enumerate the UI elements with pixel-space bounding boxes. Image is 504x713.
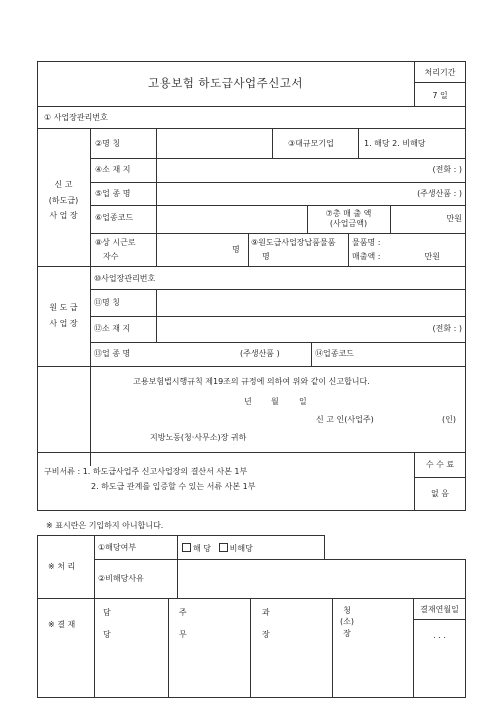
rule — [90, 233, 466, 234]
rule — [311, 342, 312, 367]
fee-label: 수 수 료 — [425, 460, 455, 469]
reason-label: ②비해당사유 — [98, 574, 144, 583]
rule — [90, 205, 466, 206]
approval-col3-a: 과 — [262, 608, 270, 617]
workers-unit: 명 — [232, 245, 240, 254]
approval-col1-b: 당 — [103, 630, 111, 639]
not-applicable-checkbox[interactable] — [219, 543, 228, 552]
phone-field[interactable]: (전화 : ) — [432, 165, 462, 174]
applicable-yes: 해 당 — [193, 544, 211, 553]
rule — [37, 61, 466, 62]
name-label: ②명 칭 — [95, 139, 121, 148]
processing-period-label: 처리기간 — [424, 68, 456, 77]
address-label: ④소 재 지 — [95, 165, 131, 174]
industry-name-label: ⑤업 종 명 — [95, 189, 131, 198]
reporter-group-1: 신 고 — [54, 180, 73, 189]
rule — [324, 535, 325, 560]
applicable-options — [182, 543, 253, 554]
seal-mark[interactable]: (인) — [442, 415, 456, 424]
declaration-text: 고용보험법시행규칙 제19조의 규정에 의하여 위와 같이 신고합니다. — [133, 377, 370, 386]
rule — [156, 128, 157, 266]
prime-address-label: ⑫소 재 지 — [94, 324, 131, 333]
reporter-sign: 신 고 인(사업주) — [316, 415, 374, 424]
approval-date-label: 결재연월일 — [420, 605, 459, 614]
rule — [37, 697, 466, 698]
prime-group-1: 원 도 급 — [49, 303, 78, 312]
prime-code-label: ⑭업종코드 — [315, 349, 354, 358]
rule — [414, 82, 466, 83]
prime-phone-field[interactable]: (전화 : ) — [432, 324, 462, 333]
rule — [358, 128, 359, 159]
applicable-label: ①해당여부 — [98, 543, 137, 552]
form-title: 고용보험 하도급사업주신고서 — [147, 76, 304, 90]
rule — [90, 316, 466, 317]
rule — [168, 598, 169, 698]
workers-label-2: 자수 — [103, 252, 119, 261]
rule — [37, 510, 466, 511]
rule — [90, 342, 466, 343]
reporter-group-3: 사 업 장 — [49, 211, 78, 220]
rule — [250, 598, 251, 698]
supply-label-2: 명 — [262, 252, 270, 261]
rule — [272, 128, 273, 159]
approval-col4-b: (소) — [340, 617, 354, 626]
rule — [177, 535, 178, 599]
required-docs-2: 2. 하도급 관계를 입증할 수 있는 서류 사본 1부 — [91, 482, 256, 491]
supply-label-1: ⑨원도급사업장납품물품 — [251, 238, 336, 247]
rule — [348, 233, 349, 267]
prime-industry-label: ⑬업 종 명 — [94, 349, 131, 358]
rule — [90, 182, 466, 183]
approval-col3-b: 장 — [262, 630, 270, 639]
large-company-label: ③대규모기업 — [288, 139, 334, 148]
approval-col4-a: 청 — [343, 606, 351, 615]
supply-item[interactable]: 물품명 : — [352, 238, 381, 247]
approval-col1-a: 담 — [103, 608, 111, 617]
applicable-no: 비해당 — [229, 544, 253, 553]
rule — [37, 266, 466, 267]
approval-col2-a: 주 — [179, 608, 187, 617]
date-day[interactable]: 일 — [299, 397, 307, 406]
rule — [90, 128, 91, 466]
prime-product-field[interactable]: (주생산품 ) — [240, 349, 280, 358]
rule — [94, 559, 325, 560]
approval-label: ※ 결 재 — [48, 620, 76, 629]
process-label: ※ 처 리 — [48, 562, 76, 571]
date-year[interactable]: 년 — [244, 397, 252, 406]
applicable-checkbox[interactable] — [182, 543, 191, 552]
reporter-group-2: (하도급) — [48, 196, 79, 205]
rule — [37, 535, 38, 698]
sales-label-2: (사업금액) — [329, 219, 368, 228]
rule — [37, 106, 466, 107]
rule — [37, 452, 466, 453]
industry-code-label: ⑥업종코드 — [95, 213, 134, 222]
supply-unit: 만원 — [424, 252, 440, 261]
prime-mgmt-label: ⑩사업장관리번호 — [94, 274, 156, 283]
rule — [37, 535, 325, 536]
addressee: 지방노동(청·사무소)장 귀하 — [150, 433, 247, 442]
required-docs-1: 구비서류 : 1. 하도급사업주 신고사업장의 결산서 사본 1부 — [44, 467, 248, 476]
main-product-field[interactable]: (주생산품 : ) — [417, 189, 462, 198]
rule — [465, 559, 466, 698]
rule — [390, 205, 391, 234]
workers-label-1: ⑧상 시근로 — [95, 238, 136, 247]
approval-date-value[interactable]: . . . — [433, 631, 446, 640]
approval-col4-c: 장 — [343, 629, 351, 638]
rule — [414, 477, 466, 478]
rule — [248, 233, 249, 267]
rule — [90, 158, 466, 159]
note-text: ※ 표시란은 기입하지 아니합니다. — [46, 521, 164, 530]
date-month[interactable]: 월 — [271, 397, 279, 406]
supply-sales[interactable]: 매출액 : — [352, 252, 381, 261]
rule — [37, 598, 466, 599]
sales-label-1: ⑦총 매 출 액 — [325, 209, 372, 218]
prime-name-label: ⑪명 칭 — [94, 298, 120, 307]
rule — [90, 289, 466, 290]
approval-col2-b: 무 — [179, 630, 187, 639]
rule — [324, 559, 466, 560]
fee-value: 없 음 — [431, 489, 449, 498]
mgmt-number-label: ① 사업장관리번호 — [44, 113, 108, 122]
prime-group-2: 사 업 장 — [49, 319, 78, 328]
rule — [413, 619, 466, 620]
sales-unit: 만원 — [446, 214, 462, 223]
processing-period-value: 7 일 — [432, 91, 448, 100]
rule — [37, 366, 466, 367]
large-company-options[interactable]: 1. 해당 2. 비해당 — [364, 139, 426, 148]
rule — [37, 128, 466, 129]
